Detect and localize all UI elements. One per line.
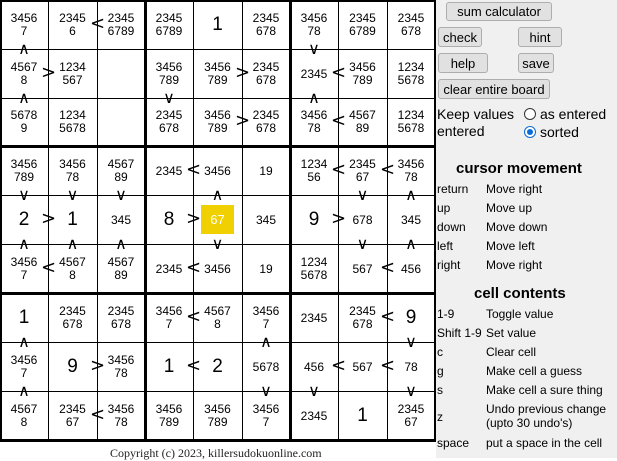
grid-cell[interactable]: 1	[357, 404, 368, 426]
less-than-sign: <	[380, 354, 396, 376]
up-inequality-sign: ∧	[260, 332, 272, 351]
less-than-sign: <	[380, 158, 396, 180]
grid-cell[interactable]: 3456 789	[155, 59, 183, 87]
grid-cell[interactable]: 9	[405, 306, 417, 328]
box-border-h	[0, 439, 436, 442]
grid-cell[interactable]: 1234 5678	[300, 254, 328, 282]
less-than-sign: <	[331, 158, 347, 180]
grid-cell[interactable]: 4567 89	[107, 156, 135, 184]
grid-cell[interactable]	[97, 98, 145, 146]
grid-cell[interactable]: 2345 6789	[107, 10, 135, 38]
grid-cell[interactable]: 2345 678	[252, 108, 280, 135]
cursor-movement-key: up	[437, 201, 451, 215]
grid-cell[interactable]: 3456 78	[397, 156, 425, 184]
grid-cell[interactable]: 3456 78	[59, 156, 86, 184]
cursor-movement-desc: Move right	[486, 182, 543, 196]
grid-cell[interactable]: 2345	[300, 66, 328, 81]
grid-cell[interactable]: 2345 678	[349, 303, 376, 331]
down-inequality-sign: ∨	[115, 185, 127, 204]
cell-contents-desc: put a space in the cell	[486, 436, 603, 450]
box-border-h	[0, 145, 436, 148]
cursor-cell[interactable]: 67	[201, 205, 234, 234]
less-than-sign: <	[186, 305, 202, 327]
help-button[interactable]: help	[438, 53, 488, 73]
less-than-sign: <	[186, 158, 202, 180]
grid-cell[interactable]: 2345 6789	[349, 10, 376, 38]
cursor-movement-desc: Move down	[486, 220, 548, 234]
box-border-v	[144, 0, 147, 440]
grid-cell[interactable]: 2345 67	[349, 156, 376, 184]
cell-contents-desc: Undo previous change (upto 30 undo's)	[486, 402, 607, 430]
cell-contents-key: 1-9	[437, 307, 455, 321]
greater-than-sign: >	[186, 207, 202, 229]
grid-cell[interactable]: 3456 7	[10, 10, 38, 38]
cursor-movement-desc: Move left	[486, 239, 535, 253]
grid-cell[interactable]: 2345	[300, 310, 328, 325]
down-inequality-sign: ∨	[163, 88, 175, 107]
down-inequality-sign: ∨	[211, 234, 224, 253]
up-inequality-sign: ∧	[115, 234, 127, 253]
up-inequality-sign: ∧	[18, 88, 30, 107]
grid-cell[interactable]: 5678	[252, 359, 280, 374]
less-than-sign: <	[331, 354, 347, 376]
grid-cell[interactable]: 2345 678	[59, 303, 86, 331]
grid-cell[interactable]: 567	[352, 359, 373, 374]
cursor-movement-key: down	[437, 220, 466, 234]
box-border-v	[289, 0, 292, 440]
radio-as-entered-label[interactable]: as entered	[540, 106, 607, 122]
grid-cell[interactable]: 3456 7	[10, 254, 38, 282]
less-than-sign: <	[380, 305, 396, 327]
cell-contents-key: c	[437, 345, 443, 359]
grid-cell[interactable]: 1	[163, 355, 175, 377]
grid-cell[interactable]: 3456 78	[300, 10, 328, 38]
grid-cell[interactable]: 3456 78	[107, 352, 135, 380]
less-than-sign: <	[41, 256, 57, 278]
copyright-text: Copyright (c) 2023, killersudokuonline.com	[110, 446, 322, 460]
less-than-sign: <	[186, 256, 202, 278]
greater-than-sign: >	[41, 207, 57, 229]
cell-border-h	[0, 98, 436, 99]
grid-cell[interactable]: 345	[110, 212, 132, 227]
up-inequality-sign: ∧	[18, 39, 30, 58]
grid-cell[interactable]: 4567 8	[59, 254, 86, 282]
up-inequality-sign: ∧	[18, 332, 30, 351]
grid-cell[interactable]: 2	[212, 355, 223, 377]
sum-calculator-button[interactable]: sum calculator	[446, 2, 552, 21]
grid-cell[interactable]: 1	[212, 13, 223, 35]
cursor-movement-key: right	[437, 258, 461, 272]
down-inequality-sign: ∨	[356, 234, 369, 253]
grid-cell[interactable]: 2345	[155, 163, 183, 178]
grid-cell[interactable]: 3456	[204, 163, 231, 178]
grid-cell[interactable]: 1234 567	[59, 59, 86, 87]
greater-than-sign: >	[235, 110, 251, 131]
grid-cell[interactable]: 1234 5678	[59, 108, 86, 135]
grid-cell[interactable]: 567	[352, 261, 373, 276]
grid-cell[interactable]: 4567 8	[204, 303, 231, 331]
grid-cell[interactable]: 3456 789	[349, 59, 376, 87]
keep-values-label: Keep values	[437, 106, 515, 122]
control-panel	[436, 0, 617, 458]
less-than-sign: <	[331, 110, 347, 131]
grid-cell[interactable]: 2345 678	[155, 108, 183, 135]
clear-board-button[interactable]: clear entire board	[438, 79, 550, 99]
grid-cell[interactable]: 3456 78	[300, 108, 328, 135]
grid-cell[interactable]: 78	[404, 359, 418, 374]
hint-button[interactable]: hint	[518, 27, 562, 47]
cursor-movement-key: left	[437, 239, 454, 253]
grid-cell[interactable]: 3456 7	[252, 401, 280, 429]
grid-cell[interactable]: 3456 7	[155, 303, 183, 331]
cell-border-h	[0, 342, 436, 343]
radio-sorted-label[interactable]: sorted	[540, 124, 579, 140]
grid-cell[interactable]: 9	[308, 208, 320, 230]
down-inequality-sign: ∨	[308, 39, 320, 58]
grid-cell[interactable]: 3456 789	[155, 401, 183, 429]
grid-cell[interactable]: 456	[303, 359, 325, 374]
grid-cell[interactable]: 2345 6	[59, 10, 86, 38]
greater-than-sign: >	[235, 61, 251, 83]
cell-contents-key: z	[437, 410, 443, 424]
cell-contents-desc: Toggle value	[486, 307, 554, 321]
grid-cell[interactable]: 9	[67, 355, 78, 377]
save-button[interactable]: save	[518, 53, 554, 73]
grid-cell[interactable]: 3456 789	[204, 401, 231, 429]
up-inequality-sign: ∧	[18, 234, 30, 253]
grid-cell[interactable]: 4567 89	[349, 108, 376, 135]
down-inequality-sign: ∨	[260, 381, 272, 400]
grid-cell[interactable]: 345	[255, 212, 277, 227]
grid-cell[interactable]: 1	[18, 306, 30, 328]
down-inequality-sign: ∨	[405, 332, 417, 351]
grid-cell[interactable]: 1	[67, 208, 78, 230]
grid-cell[interactable]: 1234 56	[300, 156, 328, 184]
up-inequality-sign: ∧	[405, 234, 417, 253]
cell-border-h	[0, 49, 436, 50]
radio-sorted[interactable]	[524, 126, 536, 138]
cursor-movement-key: return	[437, 182, 469, 196]
grid-cell[interactable]: 345	[400, 212, 422, 227]
grid-cell[interactable]: 4567 89	[107, 254, 135, 282]
grid-cell[interactable]: 3456 78	[107, 401, 135, 429]
down-inequality-sign: ∨	[18, 185, 30, 204]
cell-contents-desc: Clear cell	[486, 345, 537, 359]
cell-contents-key: Shift 1-9	[437, 326, 482, 340]
keep-values-label-2: entered	[437, 123, 485, 139]
down-inequality-sign: ∨	[356, 185, 369, 204]
grid-cell[interactable]: 2345	[155, 261, 183, 276]
grid-cell[interactable]: 3456 7	[252, 303, 280, 331]
grid-cell[interactable]: 5678 9	[10, 108, 38, 135]
up-inequality-sign: ∧	[405, 185, 417, 204]
grid-cell[interactable]: 8	[163, 208, 175, 230]
grid-cell[interactable]: 2345 67	[397, 401, 425, 429]
grid-cell[interactable]	[97, 49, 145, 98]
grid-cell[interactable]: 2345 678	[107, 303, 135, 331]
grid-cell[interactable]: 456	[400, 261, 422, 276]
box-border-v	[0, 0, 2, 440]
less-than-sign: <	[90, 403, 106, 425]
less-than-sign: <	[90, 12, 106, 34]
box-border-h	[0, 292, 436, 295]
down-inequality-sign: ∨	[66, 185, 79, 204]
grid-cell[interactable]: 3456 789	[204, 59, 231, 87]
cursor-movement-desc: Move up	[486, 201, 533, 215]
grid-cell[interactable]: 3456 7	[10, 352, 38, 380]
cell-contents-desc: Make cell a sure thing	[486, 383, 603, 397]
grid-cell[interactable]: 678	[352, 212, 373, 227]
radio-as-entered[interactable]	[524, 108, 536, 120]
grid-cell[interactable]: 1234 5678	[397, 108, 425, 135]
less-than-sign: <	[331, 61, 347, 83]
up-inequality-sign: ∧	[18, 381, 30, 400]
up-inequality-sign: ∧	[66, 234, 79, 253]
grid-cell[interactable]: 4567 8	[10, 401, 38, 429]
up-inequality-sign: ∧	[211, 185, 224, 204]
cursor-movement-desc: Move right	[486, 258, 543, 272]
cell-contents-key: s	[437, 383, 443, 397]
cursor-movement-title: cursor movement	[456, 160, 582, 177]
greater-than-sign: >	[331, 207, 347, 229]
grid-cell[interactable]: 4567 8	[10, 59, 38, 87]
check-button[interactable]: check	[438, 27, 482, 47]
grid-cell[interactable]: 2345 678	[252, 10, 280, 38]
less-than-sign: <	[186, 354, 202, 376]
cell-contents-desc: Make cell a guess	[486, 364, 583, 378]
cell-contents-key: g	[437, 364, 444, 378]
grid-cell[interactable]: 2345	[300, 408, 328, 423]
greater-than-sign: >	[41, 61, 57, 83]
grid-cell[interactable]: 2345 67	[59, 401, 86, 429]
grid-cell[interactable]: 2345 678	[252, 59, 280, 87]
grid-cell[interactable]: 19	[259, 261, 273, 276]
grid-cell[interactable]: 1234 5678	[397, 59, 425, 87]
grid-cell[interactable]: 3456 789	[10, 156, 38, 184]
grid-cell[interactable]: 2	[18, 208, 30, 230]
cell-contents-title: cell contents	[474, 285, 566, 302]
grid-cell[interactable]: 3456 789	[204, 108, 231, 135]
down-inequality-sign: ∨	[405, 381, 417, 400]
cell-contents-desc: Set value	[486, 326, 537, 340]
grid-cell[interactable]: 2345 678	[397, 10, 425, 38]
greater-than-sign: >	[90, 354, 106, 376]
box-border-h	[0, 0, 436, 2]
grid-cell[interactable]: 19	[259, 163, 273, 178]
grid-cell[interactable]: 2345 6789	[155, 10, 183, 38]
less-than-sign: <	[380, 256, 396, 278]
cell-contents-key: space	[437, 436, 470, 450]
up-inequality-sign: ∧	[308, 88, 320, 107]
cell-border-h	[0, 391, 436, 392]
grid-cell[interactable]: 3456	[204, 261, 231, 276]
down-inequality-sign: ∨	[308, 381, 320, 400]
